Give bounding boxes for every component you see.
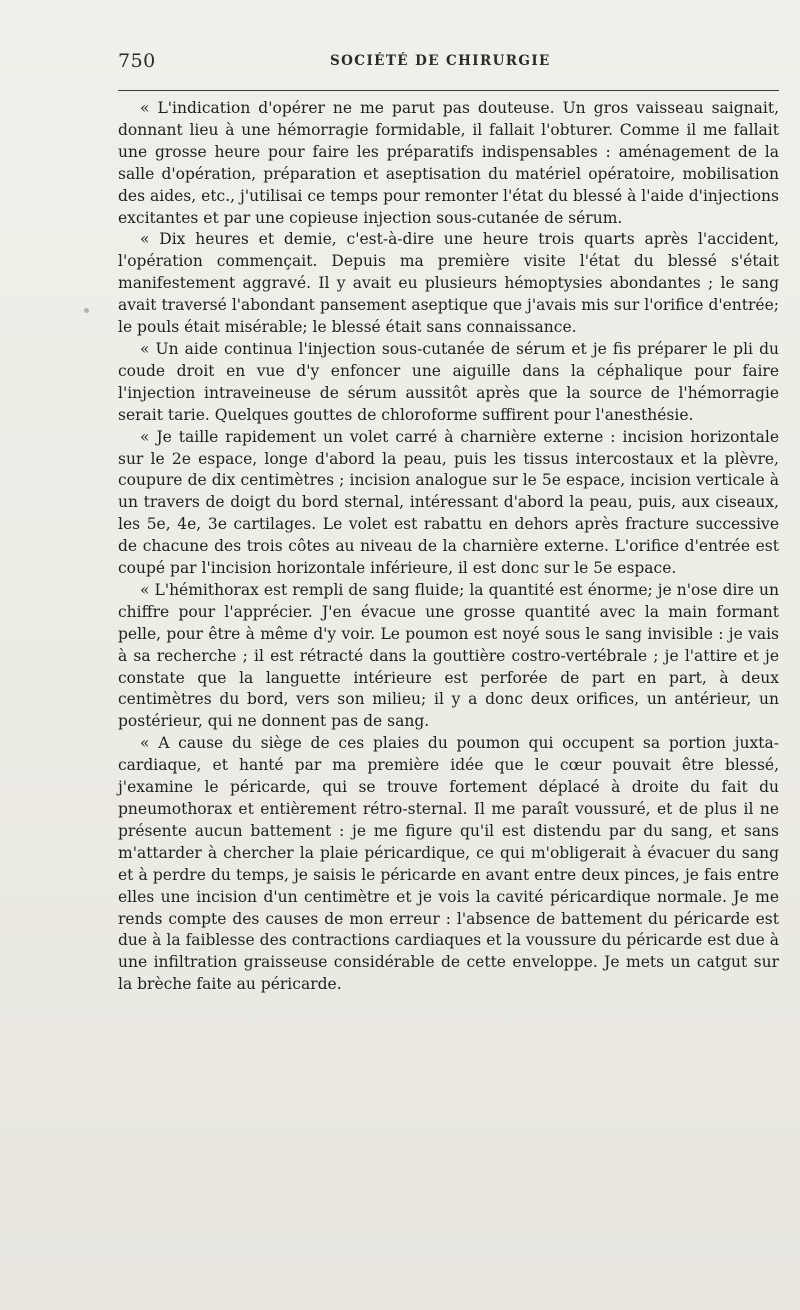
running-title: SOCIÉTÉ DE CHIRURGIE xyxy=(330,53,551,69)
paragraph-pericarde: « A cause du siège de ces plaies du poumon qui occupent sa portion juxta-cardiaque, et hanté par ma première idée que le cœur pouvait être blessé, j'examine le péricarde, qui se trouve fortement déplacé à droite du fait du pneumothorax et entièrement rétro-sternal. Il me paraît voussuré, et de plus il ne présente aucun battement : je me figure qu'il est distendu par du sang, et sans m'attarder à chercher la plaie péricardique, ce qui m'obligerait à évacuer du sang et à perdre du temps, je saisis le péricarde en avant entre deux pinces, je fais entre elles une incision d'un centimètre et je vois la cavité péricardique normale. Je me rends compte des causes de mon erreur : l'absence de battement du péricarde est due à la faiblesse des contractions cardiaques et la voussure du péricarde est due à une infiltration graisseuse considérable de cette enveloppe. Je mets un catgut sur la brèche faite au péricarde. xyxy=(118,734,779,994)
paragraph-volet: « Je taille rapidement un volet carré à charnière externe : incision horizontale sur le 2e espace, longe d'abord la peau, puis les tissus intercostaux et la plèvre, coupure de dix centimètres ; incision analogue sur le 5e espace, incision verticale à un travers de doigt du bord sternal, intéressant d'abord la peau, puis, aux ciseaux, les 5e, 4e, 3e cartilages. Le volet est rabattu en dehors après fracture successive de chacune des trois côtes au niveau de la charnière externe. L'orifice d'entrée est coupé par l'incision horizontale inférieure, il est donc sur le 5e espace. xyxy=(118,427,779,578)
paper-speck xyxy=(84,308,89,313)
body-text xyxy=(118,98,779,996)
page-number: 750 xyxy=(118,50,156,72)
paragraph-indication: « L'indication d'opérer ne me parut pas douteuse. Un gros vaisseau saignait, donnant lieu à une hémorragie formidable, il fallait l'obturer. Comme il me fallait une grosse heure pour faire les préparatifs indispensables : aménagement de la salle d'opération, préparation et aseptisation du matériel opératoire, mobilisation des aides, etc., j'utilisai ce temps pour remonter l'état du blessé à l'aide d'injections excitantes et par une copieuse injection sous-cutanée de sérum. xyxy=(118,99,779,227)
header-rule xyxy=(118,90,779,91)
paragraph-hemithorax: « L'hémithorax est rempli de sang fluide; la quantité est énorme; je n'ose dire un chiffre pour l'apprécier. J'en évacue une grosse quantité avec la main formant pelle, pour être à même d'y voir. Le poumon est noyé sous le sang invisible : je vais à sa recherche ; il est rétracté dans la gouttière costro-vertébrale ; je l'attire et je constate que la languette intérieure est perforée de part en part, à deux centimètres du bord, vers son milieu; il y a donc deux orifices, un antérieur, un postérieur, qui ne donnent pas de sang. xyxy=(118,580,779,731)
page-header xyxy=(118,50,780,74)
paragraph-dix-heures: « Dix heures et demie, c'est-à-dire une heure trois quarts après l'accident, l'opération commençait. Depuis ma première visite l'état du blessé s'était manifestement aggravé. Il y avait eu plusieurs hémoptysies abondantes ; le sang avait traversé l'abondant pansement aseptique que j'avais mis sur l'orifice d'entrée; le pouls était misérable; le blessé était sans connaissance. xyxy=(118,230,779,337)
paragraph-un-aide: « Un aide continua l'injection sous-cutanée de sérum et je fis préparer le pli du coude droit en vue d'y enfoncer une aiguille dans la céphalique pour faire l'injection intraveineuse de sérum aussitôt après que la source de l'hémorragie serait tarie. Quelques gouttes de chloroforme suffirent pour l'anesthésie. xyxy=(118,339,779,424)
